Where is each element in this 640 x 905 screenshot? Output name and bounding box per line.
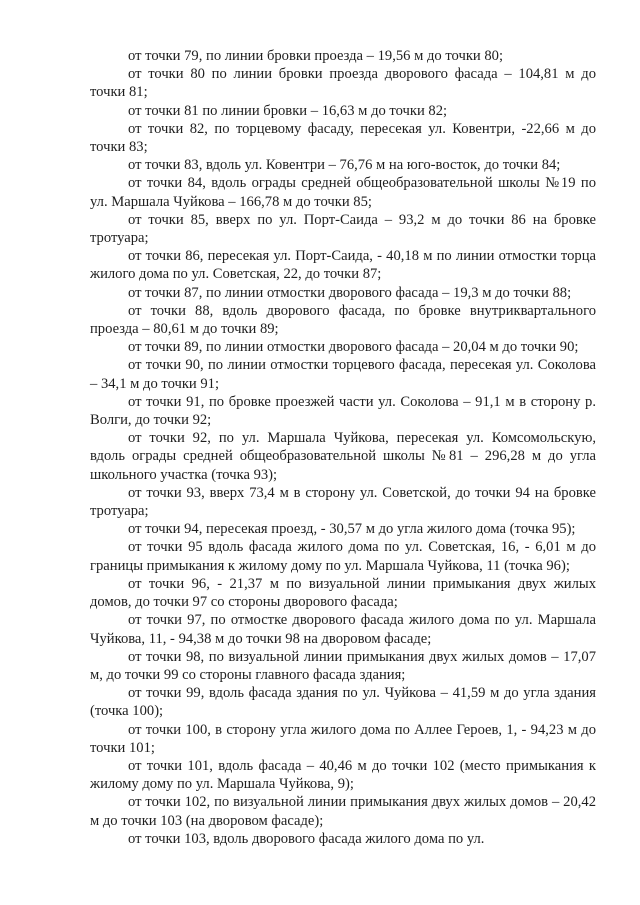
boundary-paragraph-103: от точки 103, вдоль дворового фасада жилого дома по ул.: [128, 830, 485, 847]
boundary-paragraph-88: от точки 88, вдоль дворового фасада, по бровке внутриквартального проезда – 80,61 м до точки 89;: [90, 302, 596, 338]
boundary-paragraph-89: от точки 89, по линии отмостки дворового фасада – 20,04 м до точки 90;: [128, 339, 579, 356]
boundary-paragraph-91: от точки 91, по бровке проезжей части ул. Соколова – 91,1 м в сторону р. Волги, до точки 92;: [90, 393, 596, 429]
boundary-paragraph-85: от точки 85, вверх по ул. Порт-Саида – 93,2 м до точки 86 на бровке тротуара;: [90, 211, 596, 247]
boundary-paragraph-94: от точки 94, пересекая проезд, - 30,57 м до угла жилого дома (точка 95);: [128, 521, 576, 538]
boundary-paragraph-97: от точки 97, по отмостке дворового фасада жилого дома по ул. Маршала Чуйкова, 11, - 94,38 м до точки 98 на дворовом фасаде;: [90, 612, 596, 647]
boundary-paragraph-81: от точки 81 по линии бровки – 16,63 м до точки 82;: [128, 102, 448, 119]
boundary-paragraph-101: от точки 101, вдоль фасада – 40,46 м до точки 102 (место примыкания к жилому дому по ул. Маршала Чуйкова, 9);: [90, 757, 596, 793]
boundary-paragraph-100: от точки 100, в сторону угла жилого дома по Аллее Героев, 1, - 94,23 м до точки 101;: [90, 721, 596, 756]
boundary-paragraph-82: от точки 82, по торцевому фасаду, пересекая ул. Ковентри, -22,66 м до точки 83;: [90, 120, 596, 156]
boundary-paragraph-95: от точки 95 вдоль фасада жилого дома по ул. Советская, 16, - 6,01 м до границы примыкания к жилому дому по ул. Маршала Чуйкова, 11 (точка 96);: [90, 539, 596, 574]
boundary-paragraph-80: от точки 80 по линии бровки проезда дворового фасада – 104,81 м до точки 81;: [90, 66, 596, 101]
boundary-paragraph-96: от точки 96, - 21,37 м по визуальной линии примыкания двух жилых домов, до точки 97 со стороны дворового фасада;: [90, 575, 596, 611]
boundary-paragraph-86: от точки 86, пересекая ул. Порт-Саида, - 40,18 м по линии отмостки торца жилого дома по ул. Советская, 22, до точки 87;: [90, 248, 596, 283]
boundary-paragraph-87: от точки 87, по линии отмостки дворового фасада – 19,3 м до точки 88;: [128, 284, 572, 301]
boundary-paragraph-92: от точки 92, по ул. Маршала Чуйкова, пересекая ул. Комсомольскую, вдоль ограды средней общеобразовательной школы №81 – 296,28 м до угла школьного участка (точка 93);: [90, 430, 596, 483]
document-page: [90, 47, 596, 848]
boundary-paragraph-98: от точки 98, по визуальной линии примыкания двух жилых домов – 17,07 м, до точки 99 со стороны главного фасада здания;: [90, 648, 596, 683]
boundary-paragraph-79: от точки 79, по линии бровки проезда – 19,56 м до точки 80;: [128, 48, 504, 64]
boundary-paragraph-83: от точки 83, вдоль ул. Ковентри – 76,76 м на юго-восток, до точки 84;: [128, 157, 561, 174]
boundary-paragraph-102: от точки 102, по визуальной линии примыкания двух жилых домов – 20,42 м до точки 103 (на дворовом фасаде);: [90, 794, 596, 829]
boundary-paragraph-99: от точки 99, вдоль фасада здания по ул. Чуйкова – 41,59 м до угла здания (точка 100);: [90, 685, 596, 720]
boundary-paragraph-93: от точки 93, вверх 73,4 м в сторону ул. Советской, до точки 94 на бровке тротуара;: [90, 484, 596, 520]
boundary-paragraph-84: от точки 84, вдоль ограды средней общеобразовательной школы №19 по ул. Маршала Чуйкова – 166,78 м до точки 85;: [90, 175, 596, 210]
boundary-paragraph-90: от точки 90, по линии отмостки торцевого фасада, пересекая ул. Соколова – 34,1 м до точки 91;: [90, 357, 596, 392]
